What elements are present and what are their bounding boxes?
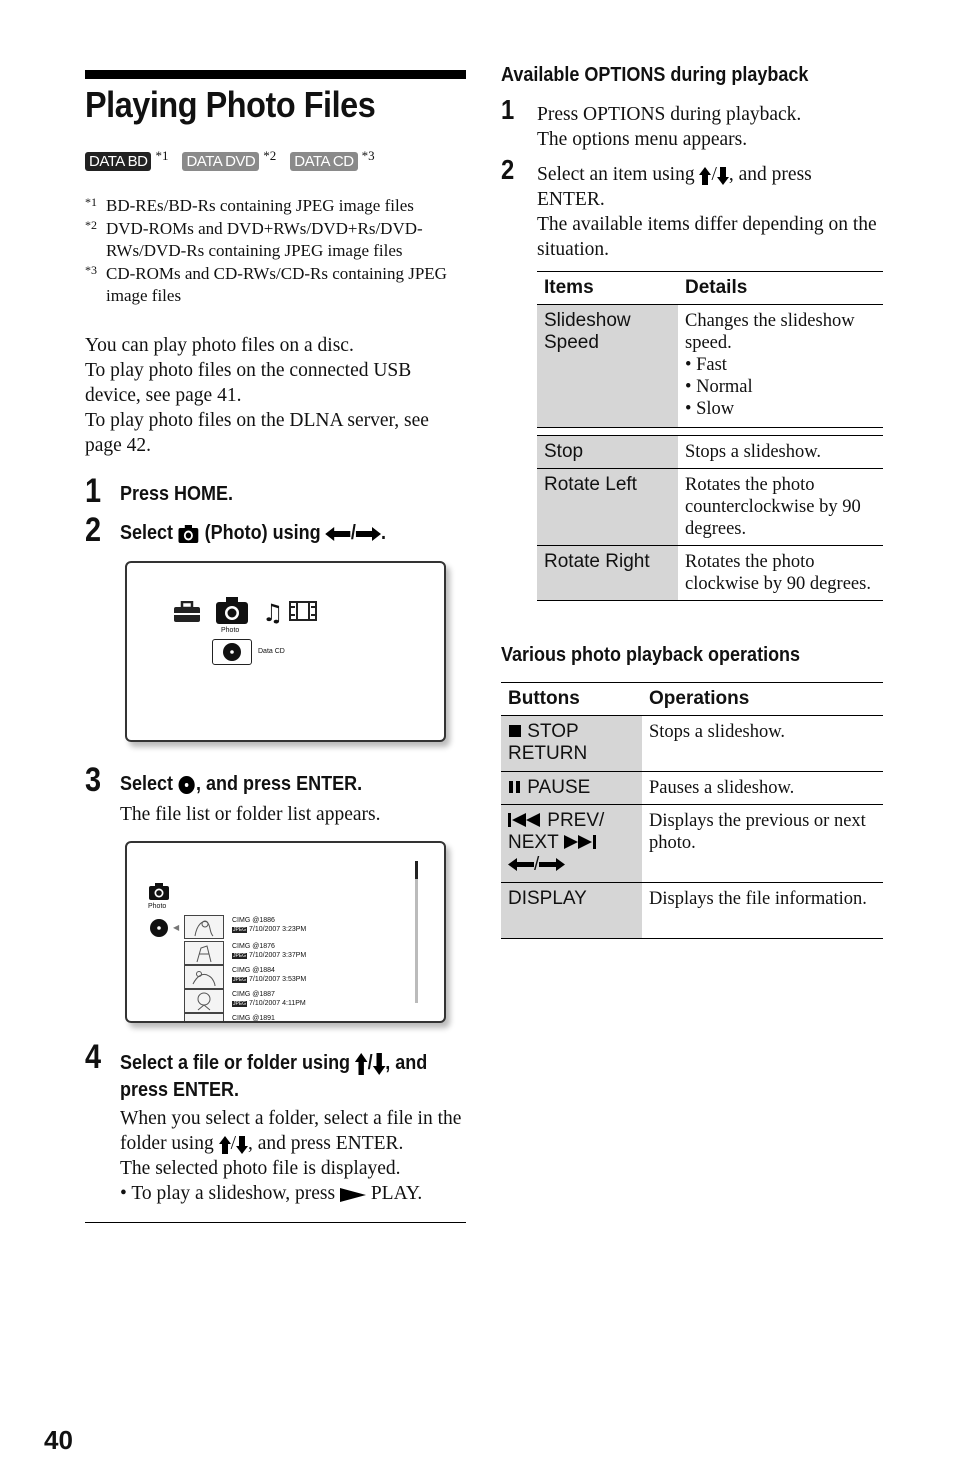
button-name-text: PREV/: [547, 810, 605, 831]
options-heading: Available OPTIONS during playback: [501, 64, 809, 86]
footnote: [85, 218, 470, 263]
scrollbar-thumb[interactable]: [415, 861, 418, 879]
button-name: [501, 805, 642, 883]
file-name: CIMG @1884: [232, 967, 275, 974]
thumbnail-image: [184, 989, 224, 1013]
arrow-down-icon: [373, 1053, 386, 1075]
step-4-text: Select a file or folder using: [120, 1052, 356, 1074]
footnote: [85, 263, 470, 308]
jpeg-tag: JPEG: [233, 977, 247, 983]
jpeg-tag: JPEG: [233, 927, 247, 933]
footnote-mark: *2: [85, 217, 97, 232]
disc-item-tile[interactable]: [212, 639, 252, 665]
file-date: 7/10/2007 3:37PM: [249, 952, 307, 959]
step-4-heading: [120, 1050, 471, 1104]
item-name: Rotate Left: [537, 469, 678, 546]
item-details: Rotates the photo counterclockwise by 90 degrees.: [678, 469, 883, 546]
option-step-1-text: [537, 102, 887, 152]
operation-text: Displays the previous or next photo.: [642, 805, 883, 883]
footnote: [85, 195, 470, 218]
file-name: CIMG @1891: [232, 1015, 275, 1022]
table-header-row: [537, 272, 883, 305]
table-row: [501, 805, 883, 883]
footnotes: [85, 195, 470, 308]
disc-item-label: Data CD: [258, 648, 285, 655]
step-4-bullet: PLAY.: [365, 1183, 423, 1204]
disc-icon: [178, 775, 196, 795]
operations-heading: Various photo playback operations: [501, 644, 801, 666]
stop-icon: [508, 724, 522, 738]
item-name: Rotate Right: [537, 546, 678, 601]
item-details: Rotates the photo clockwise by 90 degrees.: [678, 546, 883, 601]
item-details: [678, 305, 883, 428]
column-header-details: Details: [678, 272, 883, 305]
table-row: [501, 883, 883, 939]
list-item[interactable]: [184, 1013, 414, 1023]
scrollbar[interactable]: [415, 861, 418, 1003]
step-2-text: .: [381, 522, 387, 544]
file-date: 7/10/2007 4:11PM: [249, 1000, 306, 1007]
photo-label: Photo: [221, 627, 240, 634]
section-end-rule: [85, 1222, 466, 1223]
arrow-left-icon: [326, 527, 351, 541]
next-icon: [564, 835, 598, 849]
table-row: [501, 716, 883, 772]
file-name: CIMG @1876: [232, 943, 275, 950]
operation-text: Stops a slideshow.: [642, 716, 883, 772]
camera-icon: [178, 524, 200, 544]
page-number: 40: [44, 1425, 73, 1455]
options-table: [537, 271, 883, 601]
jpeg-tag: JPEG: [233, 1001, 247, 1007]
file-name: CIMG @1887: [232, 991, 275, 998]
column-header-items: Items: [537, 272, 678, 305]
speed-option: • Normal: [685, 377, 753, 397]
step-4-text: , and press ENTER.: [248, 1133, 404, 1154]
badge-data-bd: DATA BD: [85, 152, 151, 171]
button-name: DISPLAY: [501, 883, 642, 939]
step-3-description: The file list or folder list appears.: [120, 804, 381, 825]
column-header-buttons: Buttons: [501, 683, 642, 716]
disc-icon: [149, 918, 169, 938]
badge-data-cd: DATA CD: [290, 152, 357, 171]
thumbnail-image: [184, 1013, 224, 1023]
step-3-text: , and press ENTER.: [196, 773, 363, 795]
step-4-text: The selected photo file is displayed.: [120, 1158, 401, 1179]
table-row: [537, 469, 883, 546]
item-details-text: Changes the slideshow speed.: [685, 311, 855, 353]
speed-option: • Slow: [685, 399, 735, 419]
operations-table: [501, 682, 883, 939]
speed-option: • Fast: [685, 355, 727, 375]
disc-type-badges: [85, 148, 389, 171]
step-1-number: 1: [85, 472, 102, 510]
play-icon: [340, 1188, 366, 1202]
button-name-text: /: [534, 854, 540, 875]
thumbnail-image: [184, 965, 224, 989]
button-name: [501, 772, 642, 805]
step-4-text: /: [230, 1133, 236, 1154]
home-menu-screen: [125, 561, 446, 742]
badge-note-mark: *2: [263, 148, 277, 163]
option-step-2-line: Select an item using: [537, 164, 700, 185]
file-list-screen: [125, 841, 446, 1023]
intro-text: [85, 333, 470, 458]
step-1-heading: Press HOME.: [120, 483, 234, 505]
option-step-2-line: /: [711, 164, 717, 185]
intro-line: You can play photo files on a disc.: [85, 335, 354, 356]
step-3-heading: [120, 773, 362, 796]
arrow-down-icon: [717, 167, 729, 185]
arrow-up-icon: [355, 1053, 368, 1075]
arrow-left-icon: [508, 858, 534, 871]
step-3-number: 3: [85, 761, 102, 799]
step-2-number: 2: [85, 511, 102, 549]
arrow-up-icon: [699, 167, 711, 185]
item-name: Stop: [537, 436, 678, 469]
table-row: [537, 436, 883, 469]
film-icon: [289, 601, 317, 621]
prev-icon: [508, 813, 542, 827]
list-item[interactable]: [184, 941, 414, 963]
step-4-text: /: [367, 1052, 373, 1074]
step-2-text: (Photo) using: [199, 522, 326, 544]
file-date: 7/10/2007 3:53PM: [249, 976, 307, 983]
step-2-heading: [120, 522, 386, 545]
table-row: [537, 305, 883, 428]
thumbnail-image: [184, 941, 224, 965]
footnote-text: CD-ROMs and CD-RWs/CD-Rs containing JPEG image files: [106, 263, 447, 305]
option-step-2-line: The available items differ depending on the situation.: [537, 214, 877, 260]
arrow-up-icon: [219, 1136, 231, 1154]
badge-data-dvd: DATA DVD: [182, 152, 259, 171]
photo-label: Photo: [148, 903, 167, 910]
arrow-right-icon: [356, 527, 381, 541]
step-3-text: Select: [120, 773, 179, 795]
step-2-text: /: [350, 522, 356, 544]
file-date: 7/10/2007 3:23PM: [249, 926, 307, 933]
jpeg-tag: JPEG: [233, 953, 247, 959]
step-2-text: Select: [120, 522, 179, 544]
toolbox-icon: [173, 601, 201, 623]
button-name-text: STOP: [527, 721, 579, 742]
badge-note-mark: *3: [361, 148, 375, 163]
pause-icon: [508, 780, 522, 794]
table-header-row: [501, 683, 883, 716]
list-item[interactable]: [184, 989, 414, 1011]
footnote-mark: *1: [85, 195, 97, 209]
footnote-text: BD-REs/BD-Rs containing JPEG image files: [106, 196, 414, 215]
button-name-text: PAUSE: [527, 777, 591, 798]
list-item[interactable]: [184, 965, 414, 987]
file-name: CIMG @1886: [232, 917, 275, 924]
spacer-cell: [537, 428, 678, 436]
page-title: Playing Photo Files: [85, 84, 376, 125]
operation-text: Pauses a slideshow.: [642, 772, 883, 805]
button-name-text: RETURN: [508, 743, 588, 764]
disc-icon: [222, 642, 242, 662]
music-icon: ♫: [262, 599, 284, 627]
list-item[interactable]: [184, 915, 414, 937]
option-step-2-number: 2: [501, 154, 515, 185]
option-step-2-text: [537, 162, 882, 262]
footnote-mark: *3: [85, 262, 97, 277]
item-details: Stops a slideshow.: [678, 436, 883, 469]
step-4-bullet: • To play a slideshow, press: [120, 1183, 340, 1204]
badge-note-mark: *1: [155, 148, 169, 163]
camera-icon: [215, 595, 249, 625]
table-row: [501, 772, 883, 805]
item-name: Slideshow Speed: [537, 305, 678, 428]
arrow-right-icon: [539, 858, 565, 871]
button-name-text: NEXT: [508, 832, 559, 853]
column-header-operations: Operations: [642, 683, 883, 716]
operation-text: Displays the file information.: [642, 883, 883, 939]
intro-line: To play photo files on the connected USB device, see page 41.: [85, 360, 412, 406]
option-step-2-line: , and press ENTER.: [537, 164, 812, 210]
option-step-1-line: The options menu appears.: [537, 129, 748, 150]
table-spacer: [537, 428, 883, 436]
intro-line: To play photo files on the DLNA server, see page 42.: [85, 410, 429, 456]
title-rule: [85, 70, 466, 79]
option-step-1-line: Press OPTIONS during playback.: [537, 104, 802, 125]
step-4-text: When you select a folder, select a file in the folder using: [120, 1108, 462, 1154]
step-4-description: [120, 1106, 470, 1206]
table-row: [537, 546, 883, 601]
button-name: [501, 716, 642, 772]
arrow-down-icon: [236, 1136, 248, 1154]
step-4-text: , and press ENTER.: [120, 1052, 428, 1101]
footnote-text: DVD-ROMs and DVD+RWs/DVD+Rs/DVD-RWs/DVD-Rs containing JPEG image files: [106, 218, 423, 260]
step-4-number: 4: [85, 1038, 102, 1076]
option-step-1-number: 1: [501, 94, 515, 125]
camera-icon: [148, 882, 170, 901]
selection-pointer-icon: ◀: [173, 923, 180, 932]
thumbnail-image: [184, 915, 224, 939]
spacer-cell: [678, 428, 883, 436]
